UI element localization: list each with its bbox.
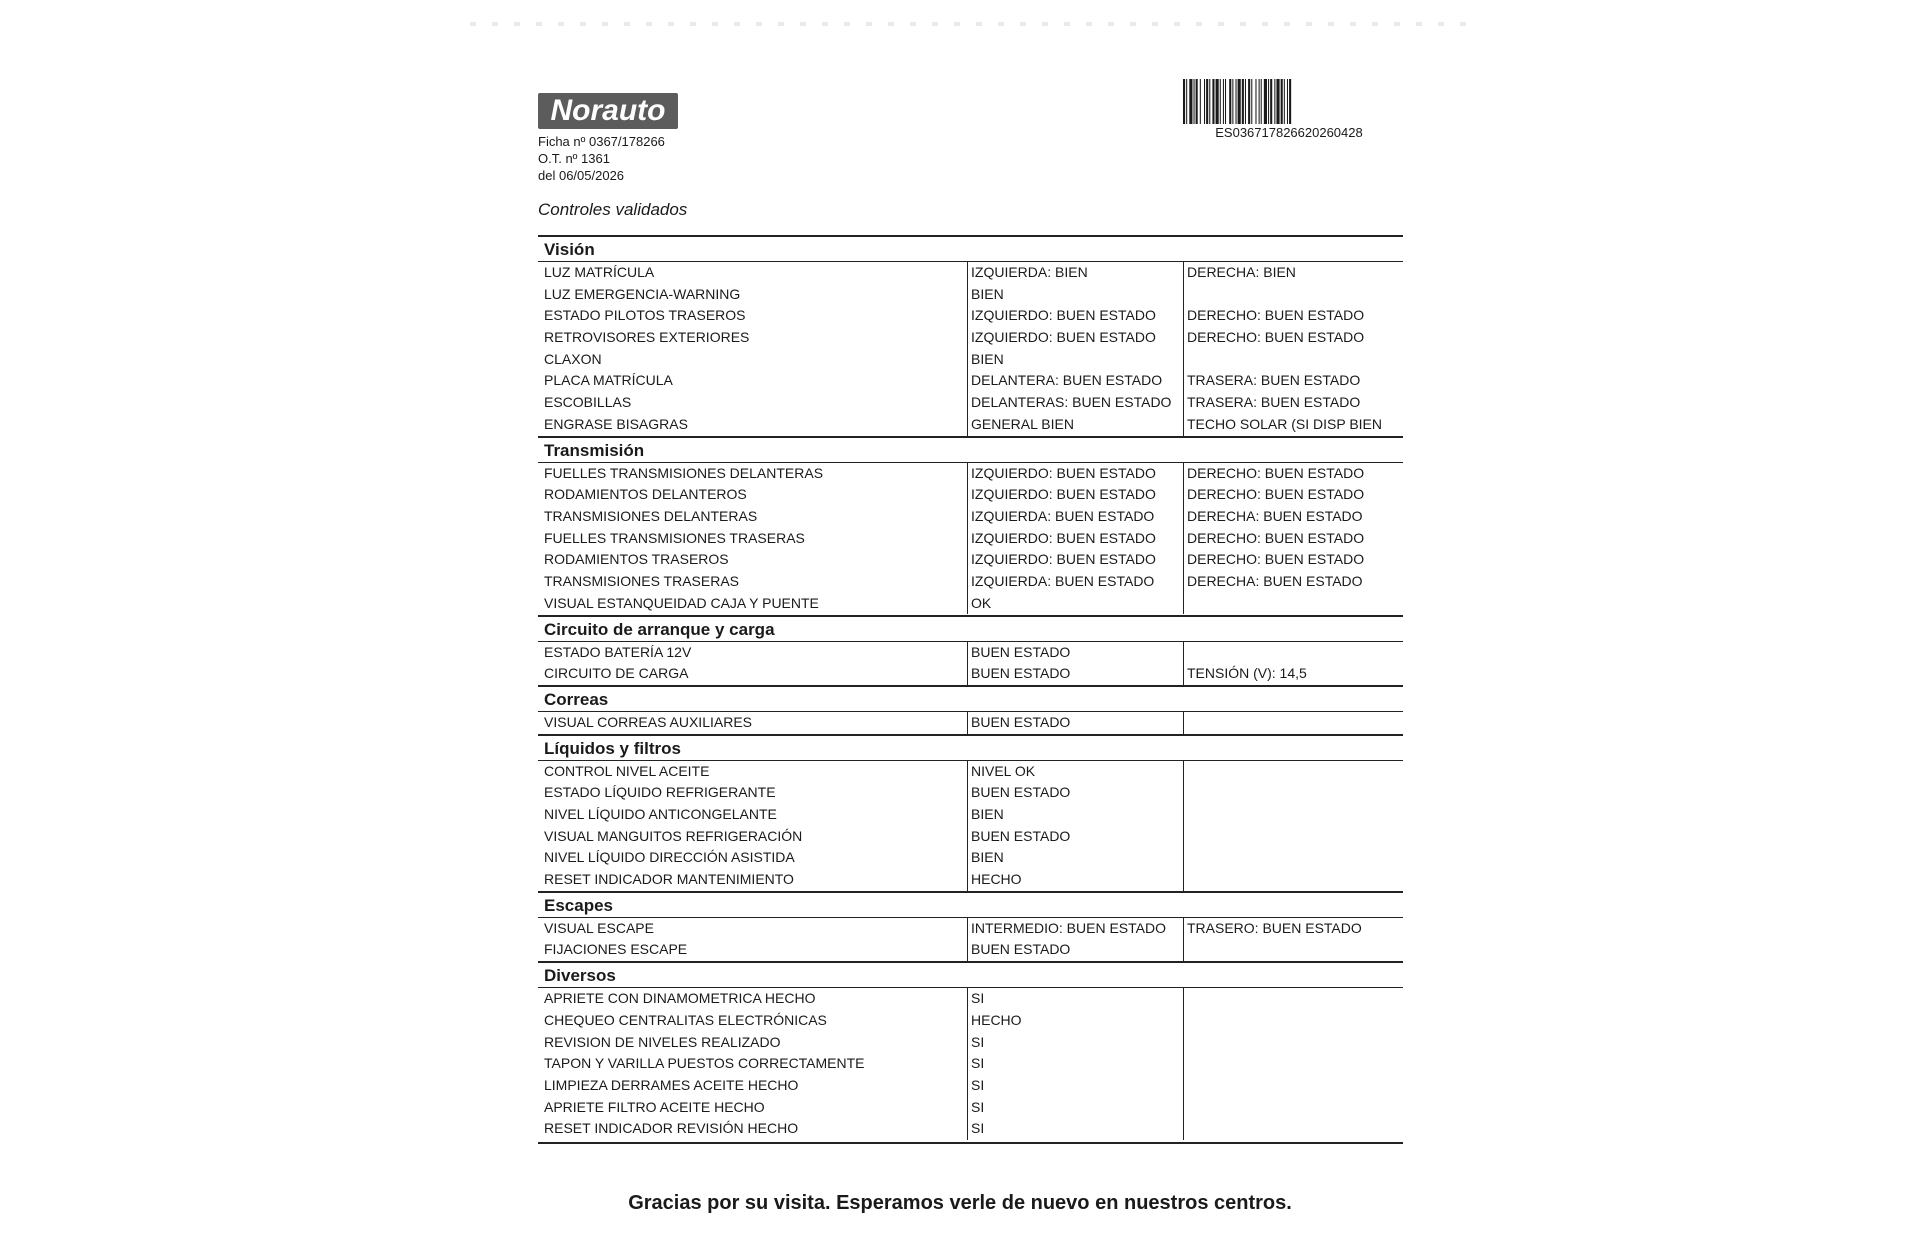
control-result: BUEN ESTADO <box>971 665 1071 682</box>
control-name: LUZ EMERGENCIA-WARNING <box>544 285 741 302</box>
footer-message: Gracias por su visita. Esperamos verle de nuevo en nuestros centros. <box>628 1192 1292 1214</box>
control-result: IZQUIERDO: BUEN ESTADO <box>971 307 1156 324</box>
control-detail: DERECHA: BUEN ESTADO <box>1187 507 1363 524</box>
control-name: VISUAL MANGUITOS REFRIGERACIÓN <box>544 827 803 844</box>
section <box>538 891 1403 961</box>
norauto-logo: Norauto <box>538 93 678 129</box>
control-result: IZQUIERDA: BIEN <box>971 264 1088 280</box>
table-row <box>538 1032 1403 1054</box>
control-result: HECHO <box>971 871 1022 888</box>
control-name: LUZ MATRÍCULA <box>544 264 655 280</box>
table-row <box>538 528 1403 550</box>
table-row <box>538 1118 1403 1140</box>
control-name: APRIETE FILTRO ACEITE HECHO <box>544 1098 765 1115</box>
control-detail: DERECHO: BUEN ESTADO <box>1187 529 1365 546</box>
table-row <box>538 327 1403 349</box>
table-row <box>538 847 1403 869</box>
control-name: ENGRASE BISAGRAS <box>544 415 688 432</box>
control-result: IZQUIERDO: BUEN ESTADO <box>971 486 1156 503</box>
control-name: VISUAL CORREAS AUXILIARES <box>544 713 752 730</box>
control-result: BUEN ESTADO <box>971 827 1071 844</box>
control-name: CIRCUITO DE CARGA <box>544 665 689 682</box>
control-name: RESET INDICADOR MANTENIMIENTO <box>544 871 794 888</box>
table-row <box>538 1097 1403 1119</box>
column-divider <box>967 712 968 734</box>
control-name: CONTROL NIVEL ACEITE <box>544 762 710 779</box>
control-name: RODAMIENTOS DELANTEROS <box>544 486 747 503</box>
column-divider <box>967 642 968 685</box>
table-row <box>538 571 1403 593</box>
column-divider <box>967 918 968 961</box>
control-detail: DERECHO: BUEN ESTADO <box>1187 551 1365 568</box>
control-result: BUEN ESTADO <box>971 643 1071 660</box>
table-row <box>538 506 1403 528</box>
control-result: GENERAL BIEN <box>971 415 1074 432</box>
table-row <box>538 392 1403 414</box>
table-row <box>538 663 1403 685</box>
control-name: RODAMIENTOS TRASEROS <box>544 551 729 568</box>
control-name: NIVEL LÍQUIDO ANTICONGELANTE <box>544 805 777 822</box>
table-row <box>538 782 1403 804</box>
table-row <box>538 712 1403 734</box>
control-result: BUEN ESTADO <box>971 713 1071 730</box>
control-name: VISUAL ESTANQUEIDAD CAJA Y PUENTE <box>544 594 819 611</box>
control-name: RESET INDICADOR REVISIÓN HECHO <box>544 1120 799 1137</box>
table-bottom-border <box>538 1142 1403 1144</box>
control-name: NIVEL LÍQUIDO DIRECCIÓN ASISTIDA <box>544 849 795 866</box>
column-divider <box>967 988 968 1140</box>
control-detail: DERECHA: BIEN <box>1187 264 1296 280</box>
control-result: OK <box>971 594 992 611</box>
control-name: ESTADO LÍQUIDO REFRIGERANTE <box>544 784 776 801</box>
control-result: BIEN <box>971 849 1004 866</box>
section-title: Correas <box>538 685 1403 712</box>
control-detail: DERECHO: BUEN ESTADO <box>1187 464 1365 481</box>
document-meta <box>538 133 665 184</box>
table-row <box>538 1075 1403 1097</box>
scan-artifacts <box>470 22 1470 26</box>
section <box>538 734 1403 891</box>
table-row <box>538 349 1403 371</box>
table-row <box>538 826 1403 848</box>
table-row <box>538 869 1403 891</box>
ot-number: O.T. nº 1361 <box>538 151 610 166</box>
control-result: HECHO <box>971 1011 1022 1028</box>
document-date: del 06/05/2026 <box>538 168 625 183</box>
table-row <box>538 1010 1403 1032</box>
control-result: SI <box>971 1076 985 1093</box>
section <box>538 685 1403 734</box>
control-result: IZQUIERDO: BUEN ESTADO <box>971 329 1156 346</box>
control-name: TRANSMISIONES DELANTERAS <box>544 507 758 524</box>
control-detail: DERECHO: BUEN ESTADO <box>1187 307 1365 324</box>
control-name: APRIETE CON DINAMOMETRICA HECHO <box>544 990 816 1007</box>
control-name: ESTADO BATERÍA 12V <box>544 643 692 660</box>
section <box>538 615 1403 685</box>
column-divider <box>1183 712 1184 734</box>
control-result: BIEN <box>971 805 1004 822</box>
control-name: ESTADO PILOTOS TRASEROS <box>544 307 746 324</box>
column-divider <box>967 761 968 891</box>
table-row <box>538 988 1403 1010</box>
control-result: SI <box>971 1098 985 1115</box>
table-row <box>538 414 1403 436</box>
control-result: IZQUIERDO: BUEN ESTADO <box>971 529 1156 546</box>
table-row <box>538 918 1403 940</box>
control-result: BIEN <box>971 285 1004 302</box>
control-result: NIVEL OK <box>971 762 1036 779</box>
table-row <box>538 593 1403 615</box>
column-divider <box>1183 988 1184 1140</box>
section-title: Diversos <box>538 961 1403 988</box>
column-divider <box>1183 642 1184 685</box>
control-result: BUEN ESTADO <box>971 941 1071 958</box>
control-name: FIJACIONES ESCAPE <box>544 941 688 958</box>
column-divider <box>967 262 968 436</box>
control-name: LIMPIEZA DERRAMES ACEITE HECHO <box>544 1076 799 1093</box>
section <box>538 961 1403 1140</box>
control-name: RETROVISORES EXTERIORES <box>544 329 750 346</box>
control-detail: DERECHA: BUEN ESTADO <box>1187 573 1363 590</box>
table-row <box>538 804 1403 826</box>
section-title: Visión <box>538 235 1403 262</box>
barcode-icon <box>1183 79 1395 124</box>
control-detail: DERECHO: BUEN ESTADO <box>1187 486 1365 503</box>
control-name: REVISION DE NIVELES REALIZADO <box>544 1033 781 1050</box>
control-detail: TENSIÓN (V): 14,5 <box>1187 665 1307 682</box>
control-result: SI <box>971 1055 985 1072</box>
table-row <box>538 262 1403 284</box>
table-row <box>538 549 1403 571</box>
control-result: SI <box>971 1120 985 1137</box>
section-title: Escapes <box>538 891 1403 918</box>
control-name: CHEQUEO CENTRALITAS ELECTRÓNICAS <box>544 1011 827 1028</box>
table-row <box>538 484 1403 506</box>
control-name: VISUAL ESCAPE <box>544 919 654 936</box>
control-result: INTERMEDIO: BUEN ESTADO <box>971 919 1166 936</box>
control-result: BIEN <box>971 350 1004 367</box>
column-divider <box>1183 761 1184 891</box>
table-row <box>538 642 1403 664</box>
table-row <box>538 939 1403 961</box>
control-result: SI <box>971 990 985 1007</box>
control-name: FUELLES TRANSMISIONES DELANTERAS <box>544 464 824 481</box>
control-result: IZQUIERDA: BUEN ESTADO <box>971 507 1155 524</box>
control-name: CLAXON <box>544 350 602 367</box>
table-row <box>538 761 1403 783</box>
control-detail: DERECHO: BUEN ESTADO <box>1187 329 1365 346</box>
controls-title: Controles validados <box>538 200 688 219</box>
section-title: Circuito de arranque y carga <box>538 615 1403 642</box>
control-name: PLACA MATRÍCULA <box>544 372 673 389</box>
section-title: Transmisión <box>538 436 1403 463</box>
control-detail: TECHO SOLAR (SI DISP BIEN <box>1187 415 1383 432</box>
column-divider <box>1183 463 1184 615</box>
column-divider <box>967 463 968 615</box>
control-detail: TRASERA: BUEN ESTADO <box>1187 394 1361 411</box>
control-result: DELANTERA: BUEN ESTADO <box>971 372 1163 389</box>
control-result: DELANTERAS: BUEN ESTADO <box>971 394 1172 411</box>
control-detail: TRASERA: BUEN ESTADO <box>1187 372 1361 389</box>
control-name: TRANSMISIONES TRASERAS <box>544 573 740 590</box>
ficha-number: Ficha nº 0367/178266 <box>538 134 665 149</box>
barcode-number: ES036717826620260428 <box>1215 125 1363 140</box>
column-divider <box>1183 918 1184 961</box>
control-result: IZQUIERDA: BUEN ESTADO <box>971 573 1155 590</box>
control-detail: TRASERO: BUEN ESTADO <box>1187 919 1362 936</box>
table-row <box>538 370 1403 392</box>
table-row <box>538 1053 1403 1075</box>
section <box>538 235 1403 436</box>
control-result: IZQUIERDO: BUEN ESTADO <box>971 464 1156 481</box>
column-divider <box>1183 262 1184 436</box>
table-row <box>538 463 1403 485</box>
control-name: TAPON Y VARILLA PUESTOS CORRECTAMENTE <box>544 1055 865 1072</box>
control-result: BUEN ESTADO <box>971 784 1071 801</box>
table-row <box>538 284 1403 306</box>
section-title: Líquidos y filtros <box>538 734 1403 761</box>
control-name: FUELLES TRANSMISIONES TRASERAS <box>544 529 805 546</box>
control-name: ESCOBILLAS <box>544 394 632 411</box>
section <box>538 436 1403 615</box>
control-result: SI <box>971 1033 985 1050</box>
table-row <box>538 305 1403 327</box>
control-result: IZQUIERDO: BUEN ESTADO <box>971 551 1156 568</box>
